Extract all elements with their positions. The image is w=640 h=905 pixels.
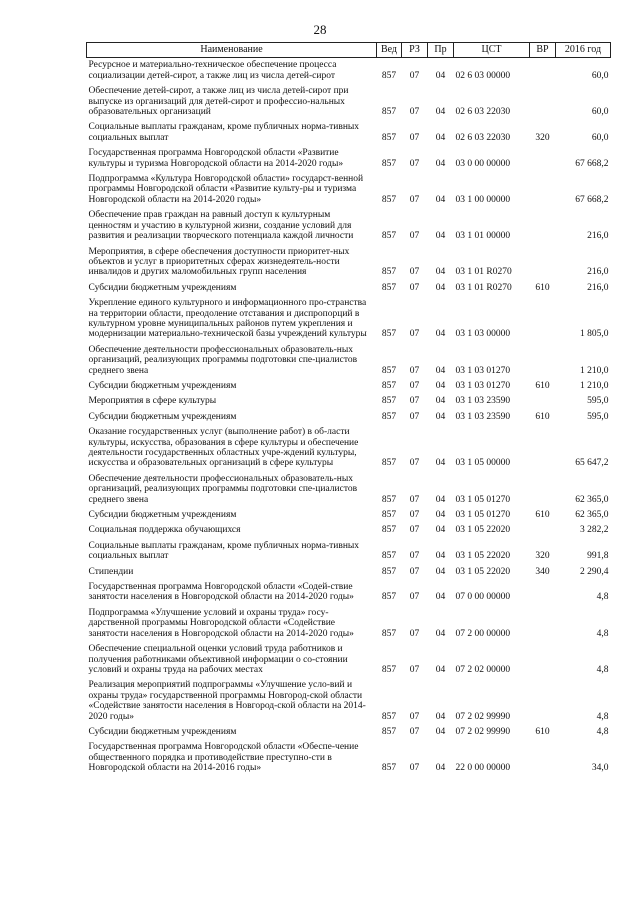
table-row <box>87 678 611 725</box>
row-amount: 65 647,2 <box>575 458 609 469</box>
table-row <box>87 84 611 120</box>
row-cst: 02 6 03 00000 <box>455 70 511 81</box>
row-vr <box>530 472 556 508</box>
row-ved: 857 <box>381 592 397 603</box>
row-rz: 07 <box>409 365 420 376</box>
row-name: Реализация мероприятий подпрограммы «Улучшение усло-вий и охраны труда» государственной программы Новгород-ской области «Содействие занятости населения в Новгород-ской области на 2014-2020 годы» <box>88 680 366 722</box>
row-ved: 857 <box>381 628 397 639</box>
row-rz: 07 <box>409 411 420 422</box>
row-rz: 07 <box>409 282 420 293</box>
row-rz: 07 <box>409 525 420 536</box>
row-rz: 07 <box>409 158 420 169</box>
row-amount: 216,0 <box>587 231 609 242</box>
header-pr: Пр <box>428 43 454 58</box>
row-pr: 04 <box>435 365 446 376</box>
row-rz: 07 <box>409 267 420 278</box>
table-row <box>87 539 611 565</box>
row-ved: 857 <box>381 70 397 81</box>
row-amount: 595,0 <box>587 411 609 422</box>
header-vr: ВР <box>530 43 556 58</box>
row-vr: 320 <box>535 551 550 562</box>
table-row <box>87 580 611 606</box>
row-vr <box>530 245 556 281</box>
row-pr: 04 <box>435 411 446 422</box>
table-row <box>87 565 611 580</box>
row-vr <box>530 678 556 725</box>
row-name: Государственная программа Новгородской области «Обеспе-чение общественного порядка и противодействие преступно-сти в Новгородской области на 2014-2016 годы» <box>88 742 359 774</box>
row-rz: 07 <box>409 763 420 774</box>
table-row <box>87 394 611 409</box>
row-amount: 4,8 <box>596 711 609 722</box>
row-cst: 07 2 02 99990 <box>455 726 511 737</box>
row-vr <box>530 172 556 208</box>
row-ved: 857 <box>381 267 397 278</box>
row-cst: 03 0 00 00000 <box>455 158 511 169</box>
row-vr <box>530 740 556 776</box>
row-name: Стипендии <box>88 566 134 577</box>
row-vr <box>530 208 556 244</box>
row-pr: 04 <box>435 380 446 391</box>
table-row <box>87 523 611 538</box>
row-rz: 07 <box>409 380 420 391</box>
row-name: Государственная программа Новгородской области «Развитие культуры и туризма Новгородской области на 2014-2020 годы» <box>88 148 344 169</box>
row-pr: 04 <box>435 70 446 81</box>
row-pr: 04 <box>435 282 446 293</box>
header-year: 2016 год <box>556 43 611 58</box>
row-vr: 320 <box>535 132 550 143</box>
row-amount: 991,8 <box>587 551 609 562</box>
row-rz: 07 <box>409 329 420 340</box>
row-amount: 60,0 <box>591 107 609 118</box>
row-amount: 1 210,0 <box>580 380 609 391</box>
row-pr: 04 <box>435 763 446 774</box>
row-pr: 04 <box>435 329 446 340</box>
row-cst: 02 6 03 22030 <box>455 132 511 143</box>
row-ved: 857 <box>381 726 397 737</box>
row-rz: 07 <box>409 494 420 505</box>
row-amount: 62 365,0 <box>575 494 609 505</box>
row-name: Обеспечение деятельности профессиональных образователь-ных организаций, реализующих программы подготовки спе-циалистов среднего звена <box>88 473 358 505</box>
row-ved: 857 <box>381 365 397 376</box>
row-name: Субсидии бюджетным учреждениям <box>88 411 237 422</box>
table-row <box>87 58 611 84</box>
row-ved: 857 <box>381 525 397 536</box>
row-pr: 04 <box>435 566 446 577</box>
row-rz: 07 <box>409 566 420 577</box>
table-row <box>87 642 611 678</box>
row-vr <box>530 580 556 606</box>
row-vr: 610 <box>535 510 550 521</box>
row-name: Обеспечение детей-сирот, а также лиц из числа детей-сирот при выпуске из организаций для детей-сирот и профессио-нальных образовательных организаций <box>88 86 349 118</box>
row-name: Подпрограмма «Улучшение условий и охраны труда» госу-дарственной программы Новгородской области «Содействие занятости населения в Новгородской области на 2014-2020 годы» <box>88 607 354 639</box>
row-rz: 07 <box>409 194 420 205</box>
row-rz: 07 <box>409 231 420 242</box>
row-name: Социальные выплаты гражданам, кроме публичных норма-тивных социальных выплат <box>88 122 360 143</box>
row-ved: 857 <box>381 566 397 577</box>
row-ved: 857 <box>381 132 397 143</box>
row-name: Государственная программа Новгородской области «Содей-ствие занятости населения в Новгородской области на 2014-2020 годы» <box>88 582 354 603</box>
table-row <box>87 606 611 642</box>
row-name: Подпрограмма «Культура Новгородской области» государст-венной программы Новгородской области «Развитие культу-ры и туризма Новгородской области на 2014-2020 годы» <box>88 174 364 205</box>
row-amount: 34,0 <box>591 763 609 774</box>
row-vr <box>530 394 556 409</box>
row-name: Мероприятия, в сфере обеспечения доступности приоритет-ных объектов и услуг в приоритетных сферах жизнедеятель-ности инвалидов и других маломобильных групп населения <box>88 246 350 278</box>
header-name: Наименование <box>87 43 377 58</box>
row-rz: 07 <box>409 726 420 737</box>
row-ved: 857 <box>381 107 397 118</box>
row-name: Укрепление единого культурного и информационного про-странства на территории области, преодоление отставания и диспропорций в культурном уровне муниципальных районов путем укрепления и модернизации материально-технической базы учреждений культуры <box>88 298 367 340</box>
row-cst: 03 1 03 00000 <box>455 329 511 340</box>
row-cst: 03 1 00 00000 <box>455 194 511 205</box>
row-ved: 857 <box>381 396 397 407</box>
row-amount: 67 668,2 <box>575 194 609 205</box>
row-name: Оказание государственных услуг (выполнение работ) в об-ласти культуры, искусства, образования в сфере культуры и обеспечение деятельности государственных областных учре-ждений культуры, искусства и образовательных организаций в сфере культуры <box>88 427 359 469</box>
row-amount: 4,8 <box>596 726 609 737</box>
row-vr <box>530 606 556 642</box>
row-ved: 857 <box>381 194 397 205</box>
row-amount: 62 365,0 <box>575 510 609 521</box>
row-amount: 2 290,4 <box>580 566 609 577</box>
row-vr <box>530 296 556 343</box>
row-amount: 4,8 <box>596 664 609 675</box>
table-row <box>87 410 611 425</box>
row-cst: 03 1 03 23590 <box>455 411 511 422</box>
row-vr: 610 <box>535 726 550 737</box>
row-amount: 67 668,2 <box>575 158 609 169</box>
row-ved: 857 <box>381 510 397 521</box>
row-vr <box>530 523 556 538</box>
row-name: Субсидии бюджетным учреждениям <box>88 380 237 391</box>
row-name: Субсидии бюджетным учреждениям <box>88 282 237 293</box>
row-pr: 04 <box>435 267 446 278</box>
row-pr: 04 <box>435 525 446 536</box>
row-vr <box>530 84 556 120</box>
row-name: Субсидии бюджетным учреждениям <box>88 726 237 737</box>
row-name: Субсидии бюджетным учреждениям <box>88 510 237 521</box>
row-rz: 07 <box>409 711 420 722</box>
row-ved: 857 <box>381 329 397 340</box>
row-vr: 610 <box>535 380 550 391</box>
table-row <box>87 281 611 296</box>
row-vr <box>530 58 556 84</box>
row-ved: 857 <box>381 551 397 562</box>
row-ved: 857 <box>381 282 397 293</box>
row-rz: 07 <box>409 628 420 639</box>
table-row <box>87 379 611 394</box>
row-cst: 03 1 05 22020 <box>455 566 511 577</box>
row-cst: 03 1 01 R0270 <box>455 267 512 278</box>
row-amount: 60,0 <box>591 70 609 81</box>
row-ved: 857 <box>381 231 397 242</box>
row-amount: 4,8 <box>596 628 609 639</box>
row-cst: 03 1 01 00000 <box>455 231 511 242</box>
row-rz: 07 <box>409 107 420 118</box>
table-row <box>87 508 611 523</box>
row-cst: 03 1 05 01270 <box>455 510 511 521</box>
row-vr: 340 <box>535 566 550 577</box>
row-cst: 07 2 00 00000 <box>455 628 511 639</box>
table-row <box>87 740 611 776</box>
row-vr <box>530 425 556 472</box>
row-vr <box>530 343 556 379</box>
table-row <box>87 343 611 379</box>
row-pr: 04 <box>435 396 446 407</box>
row-rz: 07 <box>409 510 420 521</box>
table-body <box>87 58 611 777</box>
table-row <box>87 208 611 244</box>
row-pr: 04 <box>435 231 446 242</box>
row-pr: 04 <box>435 664 446 675</box>
row-amount: 216,0 <box>587 282 609 293</box>
row-rz: 07 <box>409 551 420 562</box>
row-pr: 04 <box>435 711 446 722</box>
row-ved: 857 <box>381 380 397 391</box>
row-cst: 07 2 02 99990 <box>455 711 511 722</box>
header-ved: Вед <box>377 43 402 58</box>
row-pr: 04 <box>435 510 446 521</box>
row-ved: 857 <box>381 158 397 169</box>
page-number: 28 <box>313 22 327 37</box>
row-rz: 07 <box>409 132 420 143</box>
row-cst: 03 1 05 01270 <box>455 494 511 505</box>
row-pr: 04 <box>435 107 446 118</box>
header-cst: ЦСТ <box>454 43 530 58</box>
row-amount: 4,8 <box>596 592 609 603</box>
row-amount: 595,0 <box>587 396 609 407</box>
row-amount: 60,0 <box>591 132 609 143</box>
row-pr: 04 <box>435 592 446 603</box>
row-pr: 04 <box>435 132 446 143</box>
row-rz: 07 <box>409 396 420 407</box>
table-row <box>87 245 611 281</box>
row-cst: 03 1 05 22020 <box>455 525 511 536</box>
table-row <box>87 120 611 146</box>
row-cst: 03 1 05 00000 <box>455 458 511 469</box>
row-amount: 216,0 <box>587 267 609 278</box>
row-name: Ресурсное и материально-техническое обеспечение процесса социализации детей-сирот, а также лиц из числа детей-сирот <box>88 60 337 81</box>
row-ved: 857 <box>381 711 397 722</box>
row-rz: 07 <box>409 458 420 469</box>
row-vr <box>530 642 556 678</box>
row-cst: 07 2 02 00000 <box>455 664 511 675</box>
row-ved: 857 <box>381 763 397 774</box>
row-rz: 07 <box>409 664 420 675</box>
table-row <box>87 172 611 208</box>
row-pr: 04 <box>435 158 446 169</box>
row-amount: 1 210,0 <box>580 365 609 376</box>
row-rz: 07 <box>409 592 420 603</box>
header-rz: РЗ <box>402 43 428 58</box>
table-row <box>87 725 611 740</box>
row-cst: 03 1 03 01270 <box>455 380 511 391</box>
row-pr: 04 <box>435 458 446 469</box>
row-vr <box>530 146 556 172</box>
budget-table <box>86 42 611 777</box>
row-vr: 610 <box>535 411 550 422</box>
row-ved: 857 <box>381 411 397 422</box>
row-rz: 07 <box>409 70 420 81</box>
row-pr: 04 <box>435 628 446 639</box>
row-cst: 03 1 01 R0270 <box>455 282 512 293</box>
table-row <box>87 146 611 172</box>
row-name: Обеспечение прав граждан на равный доступ к культурным ценностям и участию в культурной жизни, создание условий для развития и реализации творческого потенциала каждой личности <box>88 210 354 242</box>
row-cst: 03 1 03 23590 <box>455 396 511 407</box>
row-amount: 1 805,0 <box>580 329 609 340</box>
row-name: Социальные выплаты гражданам, кроме публичных норма-тивных социальных выплат <box>88 540 360 562</box>
row-name: Социальная поддержка обучающихся <box>88 525 241 536</box>
table-header-row <box>87 43 611 58</box>
row-cst: 03 1 05 22020 <box>455 551 511 562</box>
row-pr: 04 <box>435 551 446 562</box>
row-vr: 610 <box>535 282 550 293</box>
row-name: Обеспечение специальной оценки условий труда работников и получения работниками объективной информации о со-стоянии условий и охраны труда на рабочих местах <box>88 644 348 675</box>
row-cst: 22 0 00 00000 <box>455 763 511 774</box>
row-ved: 857 <box>381 494 397 505</box>
table-row <box>87 425 611 472</box>
row-pr: 04 <box>435 726 446 737</box>
row-pr: 04 <box>435 194 446 205</box>
row-cst: 02 6 03 22030 <box>455 107 511 118</box>
table-row <box>87 296 611 343</box>
row-ved: 857 <box>381 458 397 469</box>
table-row <box>87 472 611 508</box>
row-name: Обеспечение деятельности профессиональных образователь-ных организаций, реализующих программы подготовки спе-циалистов среднего звена <box>88 344 358 376</box>
row-ved: 857 <box>381 664 397 675</box>
row-name: Мероприятия в сфере культуры <box>88 396 217 407</box>
row-cst: 03 1 03 01270 <box>455 365 511 376</box>
row-cst: 07 0 00 00000 <box>455 592 511 603</box>
row-amount: 3 282,2 <box>580 525 609 536</box>
row-pr: 04 <box>435 494 446 505</box>
